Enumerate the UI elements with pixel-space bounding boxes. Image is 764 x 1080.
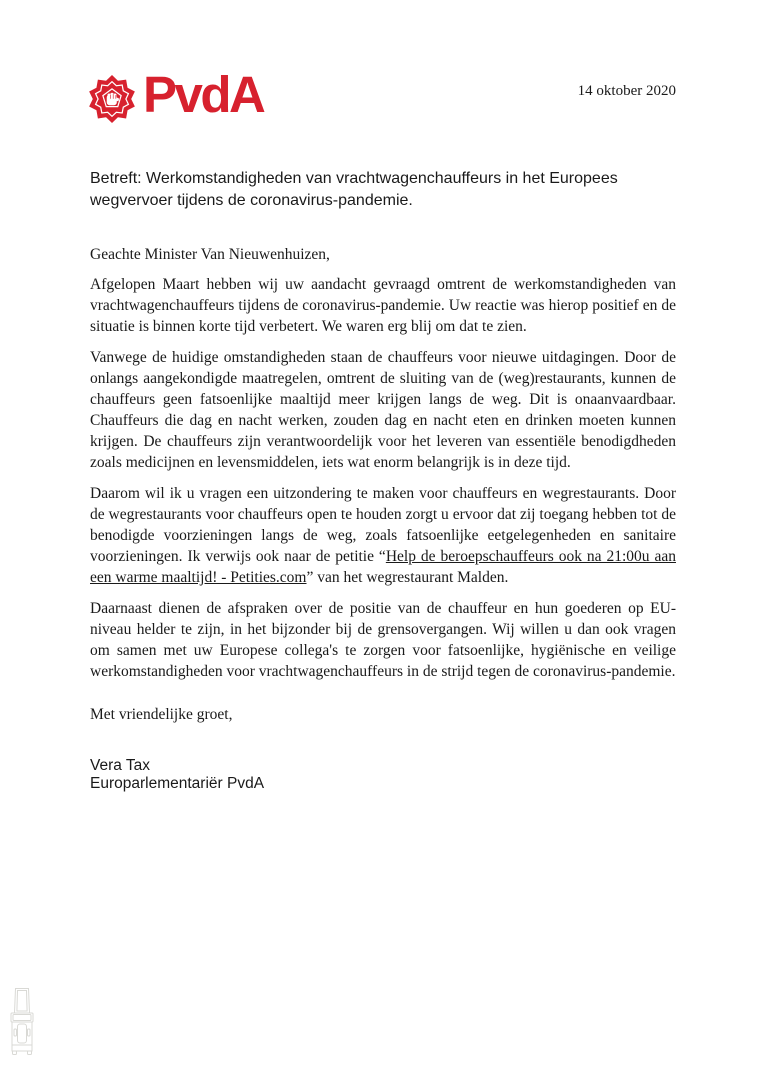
pvda-logo-text: PvdA — [143, 66, 264, 123]
salutation: Geachte Minister Van Nieuwenhuizen, — [90, 246, 330, 263]
paragraph-2: Vanwege de huidige omstandigheden staan de chauffeurs voor nieuwe uitdagingen. Door de onlangs aangekondigde maatregelen, omtrent de sluiting van de (weg)restaurants, kunnen de chauffeurs geen fatsoenlijke maaltijd meer krijgen langs de weg. Dit is onaanvaardbaar. Chauffeurs die dag en nacht werken, zouden dag en nacht eten en drinken moeten kunnen krijgen. De chauffeurs zijn verantwoordelijk voor het leveren van essentiële benodigdheden zoals medicijnen en levensmiddelen, iets wat enorm belangrijk is in deze tijd. — [90, 349, 676, 471]
signature-block — [90, 757, 676, 792]
subject-line: Betreft: Werkomstandigheden van vrachtwagenchauffeurs in het Europees wegvervoer tijdens de coronavirus-pandemie. — [90, 170, 618, 209]
paragraph-4: Daarnaast dienen de afspraken over de positie van de chauffeur en hun goederen op EU-niveau helder te zijn, in het bijzonder bij de grensovergangen. Wij willen u dan ook vragen om samen met uw Europese collega's te zorgen voor fatsoenlijke, hygiënische en veilige werkomstandigheden voor vrachtwagenchauffeurs in de strijd tegen de coronavirus-pandemie. — [90, 600, 676, 680]
letter-body — [90, 168, 676, 792]
petition-link[interactable]: Help de beroepschauffeurs ook na 21:00u aan een warme maaltijd! - Petities.com — [90, 548, 676, 586]
paragraph-3-text-after: ” van het wegrestaurant Malden. — [306, 569, 509, 586]
signer-name: Vera Tax — [90, 757, 151, 774]
paragraph-3 — [90, 483, 676, 588]
signer-title: Europarlementariër PvdA — [90, 774, 265, 792]
letter-date: 14 oktober 2020 — [577, 83, 676, 99]
pvda-logo — [88, 66, 264, 128]
truck-watermark-icon — [8, 987, 36, 1055]
closing-salutation: Met vriendelijke groet, — [90, 706, 233, 723]
paragraph-3-text: Daarom wil ik u vragen een uitzondering te maken voor chauffeurs en wegrestaurants. Door de wegrestaurants voor chauffeurs open te houden zorgt u ervoor dat zij toegang hebben tot de benodigde voorzieningen langs de weg, zoals fatsoenlijke eetgelegenheden en sanitaire voorzieningen. Ik verwijs ook naar de petitie “ — [90, 485, 676, 565]
pvda-rose-fist-icon — [88, 70, 136, 128]
paragraph-1: Afgelopen Maart hebben wij uw aandacht gevraagd omtrent de werkomstandigheden van vrachtwagenchauffeurs tijdens de coronavirus-pandemie. Uw reactie was hierop positief en de situatie is binnen korte tijd verbetert. We waren erg blij om dat te zien. — [90, 276, 676, 335]
